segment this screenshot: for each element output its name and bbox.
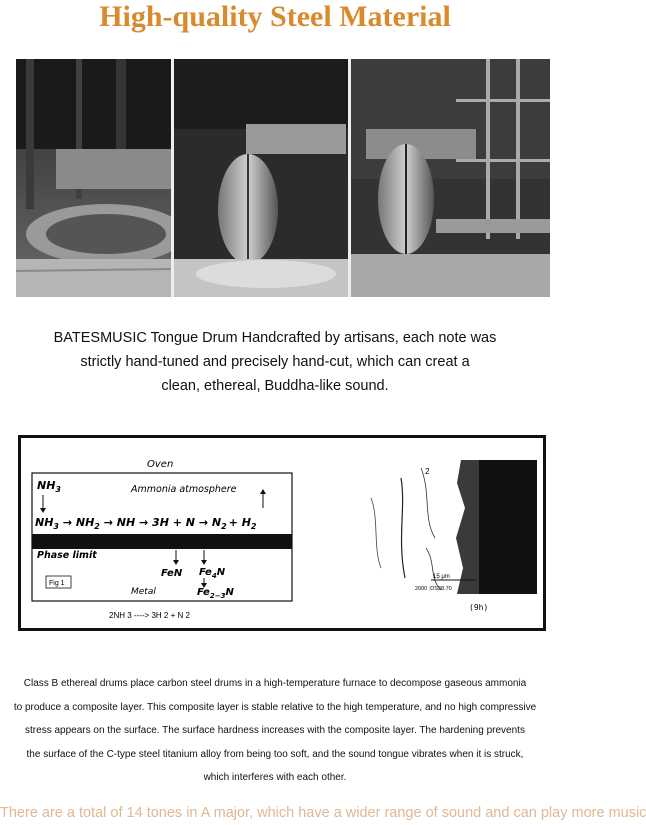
formula-caption: 2NH 3 ----> 3H 2 + N 2 bbox=[109, 611, 190, 620]
intro-line: strictly hand-tuned and precisely hand-cut, which can creat a bbox=[80, 354, 470, 370]
intro-line: BATESMUSIC Tongue Drum Handcrafted by artisans, each note was bbox=[53, 330, 497, 346]
atmosphere-label: Ammonia atmosphere bbox=[131, 484, 237, 495]
phase-band bbox=[32, 534, 292, 549]
body-line: stress appears on the surface. The surface hardness increases with the composite layer. The hardening prevents bbox=[25, 725, 525, 736]
oven-label: Oven bbox=[147, 459, 174, 470]
scale-label: 15 μm bbox=[433, 574, 450, 580]
fe4n-label: $Fe_4N$ bbox=[199, 567, 226, 580]
arrow-head-icon bbox=[260, 489, 266, 494]
body-paragraph bbox=[10, 672, 540, 790]
body-line: which interferes with each other. bbox=[203, 772, 347, 783]
nitriding-diagram bbox=[18, 435, 546, 631]
intro-line: clean, ethereal, Buddha-like sound. bbox=[161, 378, 389, 394]
reaction-chain: $NH_3 \to NH_2$ → NH → $3H + N \to N_2 + H_2$ bbox=[35, 516, 257, 531]
factory-photo-strip bbox=[16, 59, 550, 297]
page-title: High-quality Steel Material bbox=[99, 0, 451, 33]
nh3-label: $NH_3$ bbox=[37, 479, 61, 494]
intro-paragraph bbox=[20, 326, 530, 398]
body-line: Class B ethereal drums place carbon steel drums in a high-temperature furnace to decompose gaseous ammonia bbox=[23, 678, 527, 689]
metal-label: Metal bbox=[131, 587, 156, 597]
fen-label: FeN bbox=[161, 568, 183, 579]
body-line: to produce a composite layer. This composite layer is stable relative to the high temperature, and no high compressive bbox=[13, 701, 537, 713]
fig-label: Fig 1 bbox=[49, 580, 65, 587]
phase-limit-label: Phase limit bbox=[37, 550, 97, 561]
body-line: the surface of the C-type steel titanium alloy from being too soft, and the sound tongue vibrates when it is struck, bbox=[26, 748, 524, 760]
micrograph-code: 2000 ;DS38.70 bbox=[415, 586, 452, 592]
arrow-head-icon bbox=[40, 508, 46, 513]
arrow-head-icon bbox=[201, 560, 207, 565]
footer-text: There are a total of 14 tones in A major, which have a wider range of sound and can play more music bbox=[0, 805, 646, 821]
fe23n-label: $Fe_{2-3}N$ bbox=[197, 587, 234, 600]
micrograph-dark-layer bbox=[479, 460, 537, 594]
nitriding-diagram-svg bbox=[21, 438, 543, 628]
arrow-head-icon bbox=[173, 560, 179, 565]
factory-photos-image bbox=[16, 59, 550, 297]
micrograph-number: 2 bbox=[425, 467, 430, 476]
micrograph-caption: (9h) bbox=[469, 603, 489, 612]
